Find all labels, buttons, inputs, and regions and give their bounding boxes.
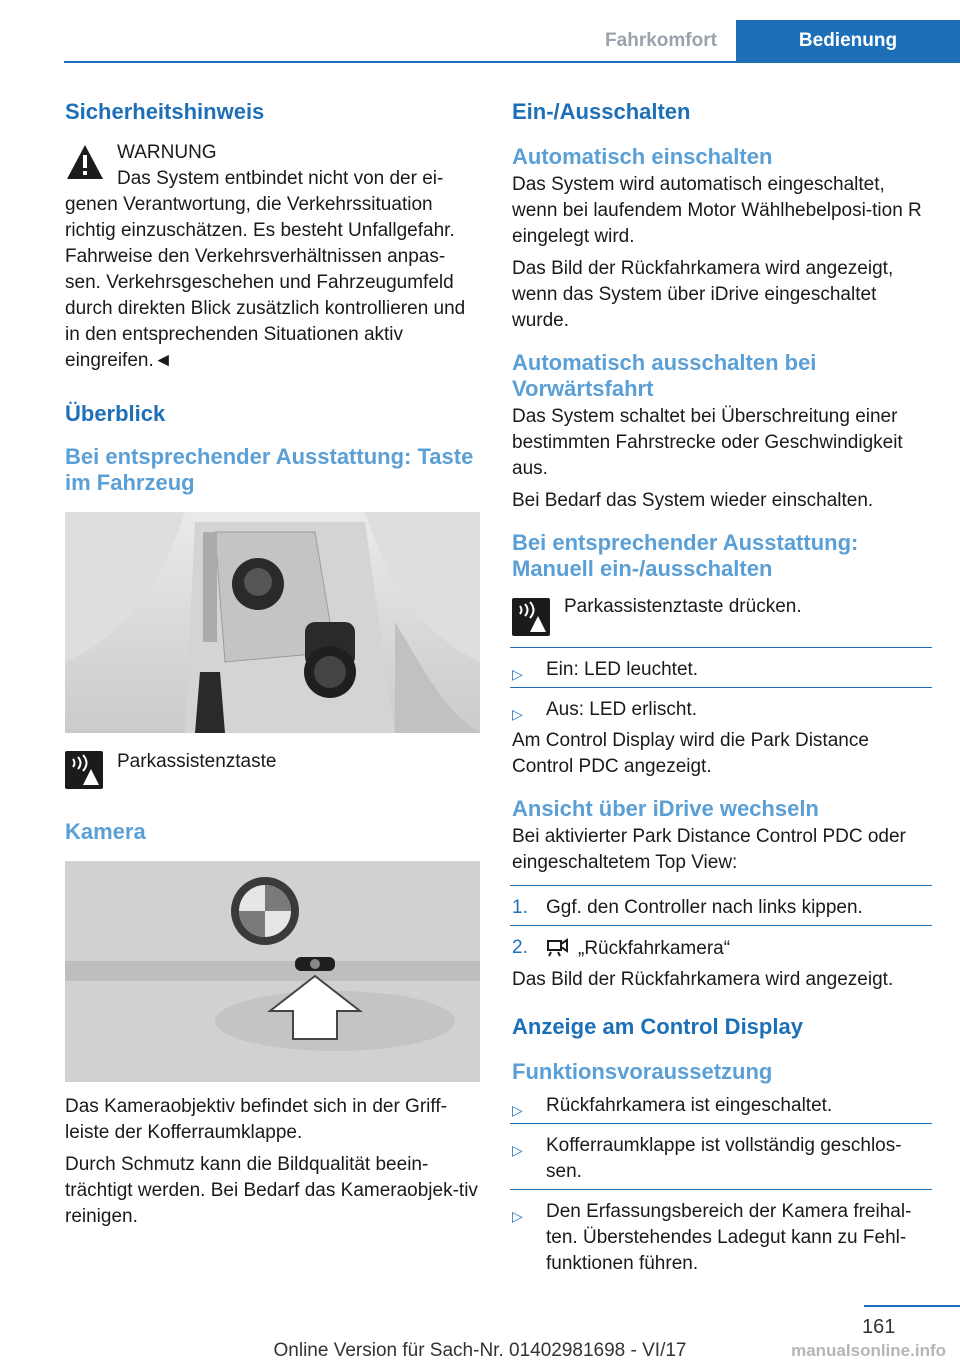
warning-text-first: Das System entbindet nicht von der ei- <box>117 168 444 189</box>
triangle-bullet-icon: ▷ <box>512 666 523 682</box>
left-column <box>65 98 480 1230</box>
warning-text: genen Verantwortung, die Verkehrssituation richtig einzuschätzen. Es besteht Unfallgefahr. Fahrweise den Verkehrsverhältnissen anpas-sen. Verkehrsgeschehen und Fahrzeugumfeld durch direkten Blick zusätzlich kontrollieren und in den entsprechenden Situationen aktiv eingreifen.◄ <box>65 194 466 371</box>
camera-paragraph-1: Das Kameraobjektiv befindet sich in der Griff-leiste der Kofferraumklappe. <box>65 1096 447 1143</box>
photo-center-console <box>65 512 480 733</box>
manual-paragraph: Am Control Display wird die Park Distance Control PDC angezeigt. <box>512 730 869 777</box>
heading-overview: Überblick <box>65 401 166 426</box>
view-steps <box>512 886 932 967</box>
list-item: ▷ Aus: LED erlischt. <box>512 688 932 728</box>
manual-text: Parkassistenztaste drücken. <box>564 596 802 617</box>
heading-safety: Sicherheitshinweis <box>65 99 265 124</box>
heading-manual: Bei entsprechender Ausstattung: Manuell ein-/ausschalten <box>512 530 859 581</box>
park-assist-button-icon <box>65 751 103 789</box>
heading-prereq: Funktionsvoraussetzung <box>512 1059 773 1084</box>
list-item: ▷ Kofferraumklappe ist vollständig geschlos-sen. <box>512 1124 932 1190</box>
list-item: ▷ Rückfahrkamera ist eingeschaltet. <box>512 1087 932 1124</box>
view-paragraph-2: Das Bild der Rückfahrkamera wird angezeigt. <box>512 969 894 990</box>
heading-view: Ansicht über iDrive wechseln <box>512 796 819 821</box>
manual-list <box>512 648 932 728</box>
list-item: ▷ Ein: LED leuchtet. <box>512 648 932 688</box>
watermark: manualsonline.info <box>791 1341 946 1360</box>
triangle-bullet-icon: ▷ <box>512 1102 523 1118</box>
page-number: 161 <box>862 1316 896 1338</box>
park-assist-caption: Parkassistenztaste <box>117 751 277 772</box>
heading-button: Bei entsprechender Ausstattung: Taste im Fahrzeug <box>65 444 474 495</box>
auto-off-paragraph-2: Bei Bedarf das System wieder einschalten. <box>512 490 874 511</box>
header-tab-fahrkomfort[interactable]: Fahrkomfort <box>588 20 734 62</box>
list-item: ▷ Den Erfassungsbereich der Kamera freihal-ten. Überstehendes Ladegut kann zu Fehl-funktionen führen. <box>512 1190 932 1282</box>
heading-onoff: Ein-/Ausschalten <box>512 99 691 124</box>
footer-rule <box>864 1305 960 1307</box>
header-rule <box>64 61 960 63</box>
prereq-list <box>512 1087 932 1282</box>
list-item: 2. „Rückfahrkamera“ <box>512 926 932 967</box>
triangle-bullet-icon: ▷ <box>512 1208 523 1224</box>
park-assist-caption-row <box>65 751 480 789</box>
list-item: 1. Ggf. den Controller nach links kippen. <box>512 886 932 926</box>
park-assist-button-icon <box>512 598 550 636</box>
warning-triangle-icon <box>65 142 105 182</box>
heading-display: Anzeige am Control Display <box>512 1014 803 1039</box>
header-tab-bedienung[interactable]: Bedienung <box>736 20 960 62</box>
triangle-bullet-icon: ▷ <box>512 706 523 722</box>
camera-paragraph-2: Durch Schmutz kann die Bildqualität beein-trächtigt werden. Bei Bedarf das Kameraobjek-tiv reinigen. <box>65 1154 478 1227</box>
warning-block <box>65 140 480 374</box>
online-version-footer: Online Version für Sach-Nr. 01402981698 - VI/17 <box>273 1340 687 1361</box>
auto-off-paragraph-1: Das System schaltet bei Überschreitung einer bestimmten Fahrstrecke oder Geschwindigkeit aus. <box>512 406 903 479</box>
auto-on-paragraph-2: Das Bild der Rückfahrkamera wird angezeigt, wenn das System über iDrive eingeschaltet wurde. <box>512 258 894 331</box>
photo-camera-trunk <box>65 861 480 1082</box>
auto-on-paragraph-1: Das System wird automatisch eingeschaltet, wenn bei laufendem Motor Wählhebelposi-tion R eingelegt wird. <box>512 174 922 247</box>
view-paragraph: Bei aktivierter Park Distance Control PDC oder eingeschaltetem Top View: <box>512 826 906 873</box>
heading-auto-on: Automatisch einschalten <box>512 144 773 169</box>
warning-label: WARNUNG <box>117 142 217 163</box>
manual-row <box>512 598 932 636</box>
reverse-camera-icon <box>546 935 570 957</box>
right-column <box>512 98 932 1282</box>
heading-camera: Kamera <box>65 819 146 844</box>
heading-auto-off: Automatisch ausschalten bei Vorwärtsfahrt <box>512 350 817 401</box>
triangle-bullet-icon: ▷ <box>512 1142 523 1158</box>
